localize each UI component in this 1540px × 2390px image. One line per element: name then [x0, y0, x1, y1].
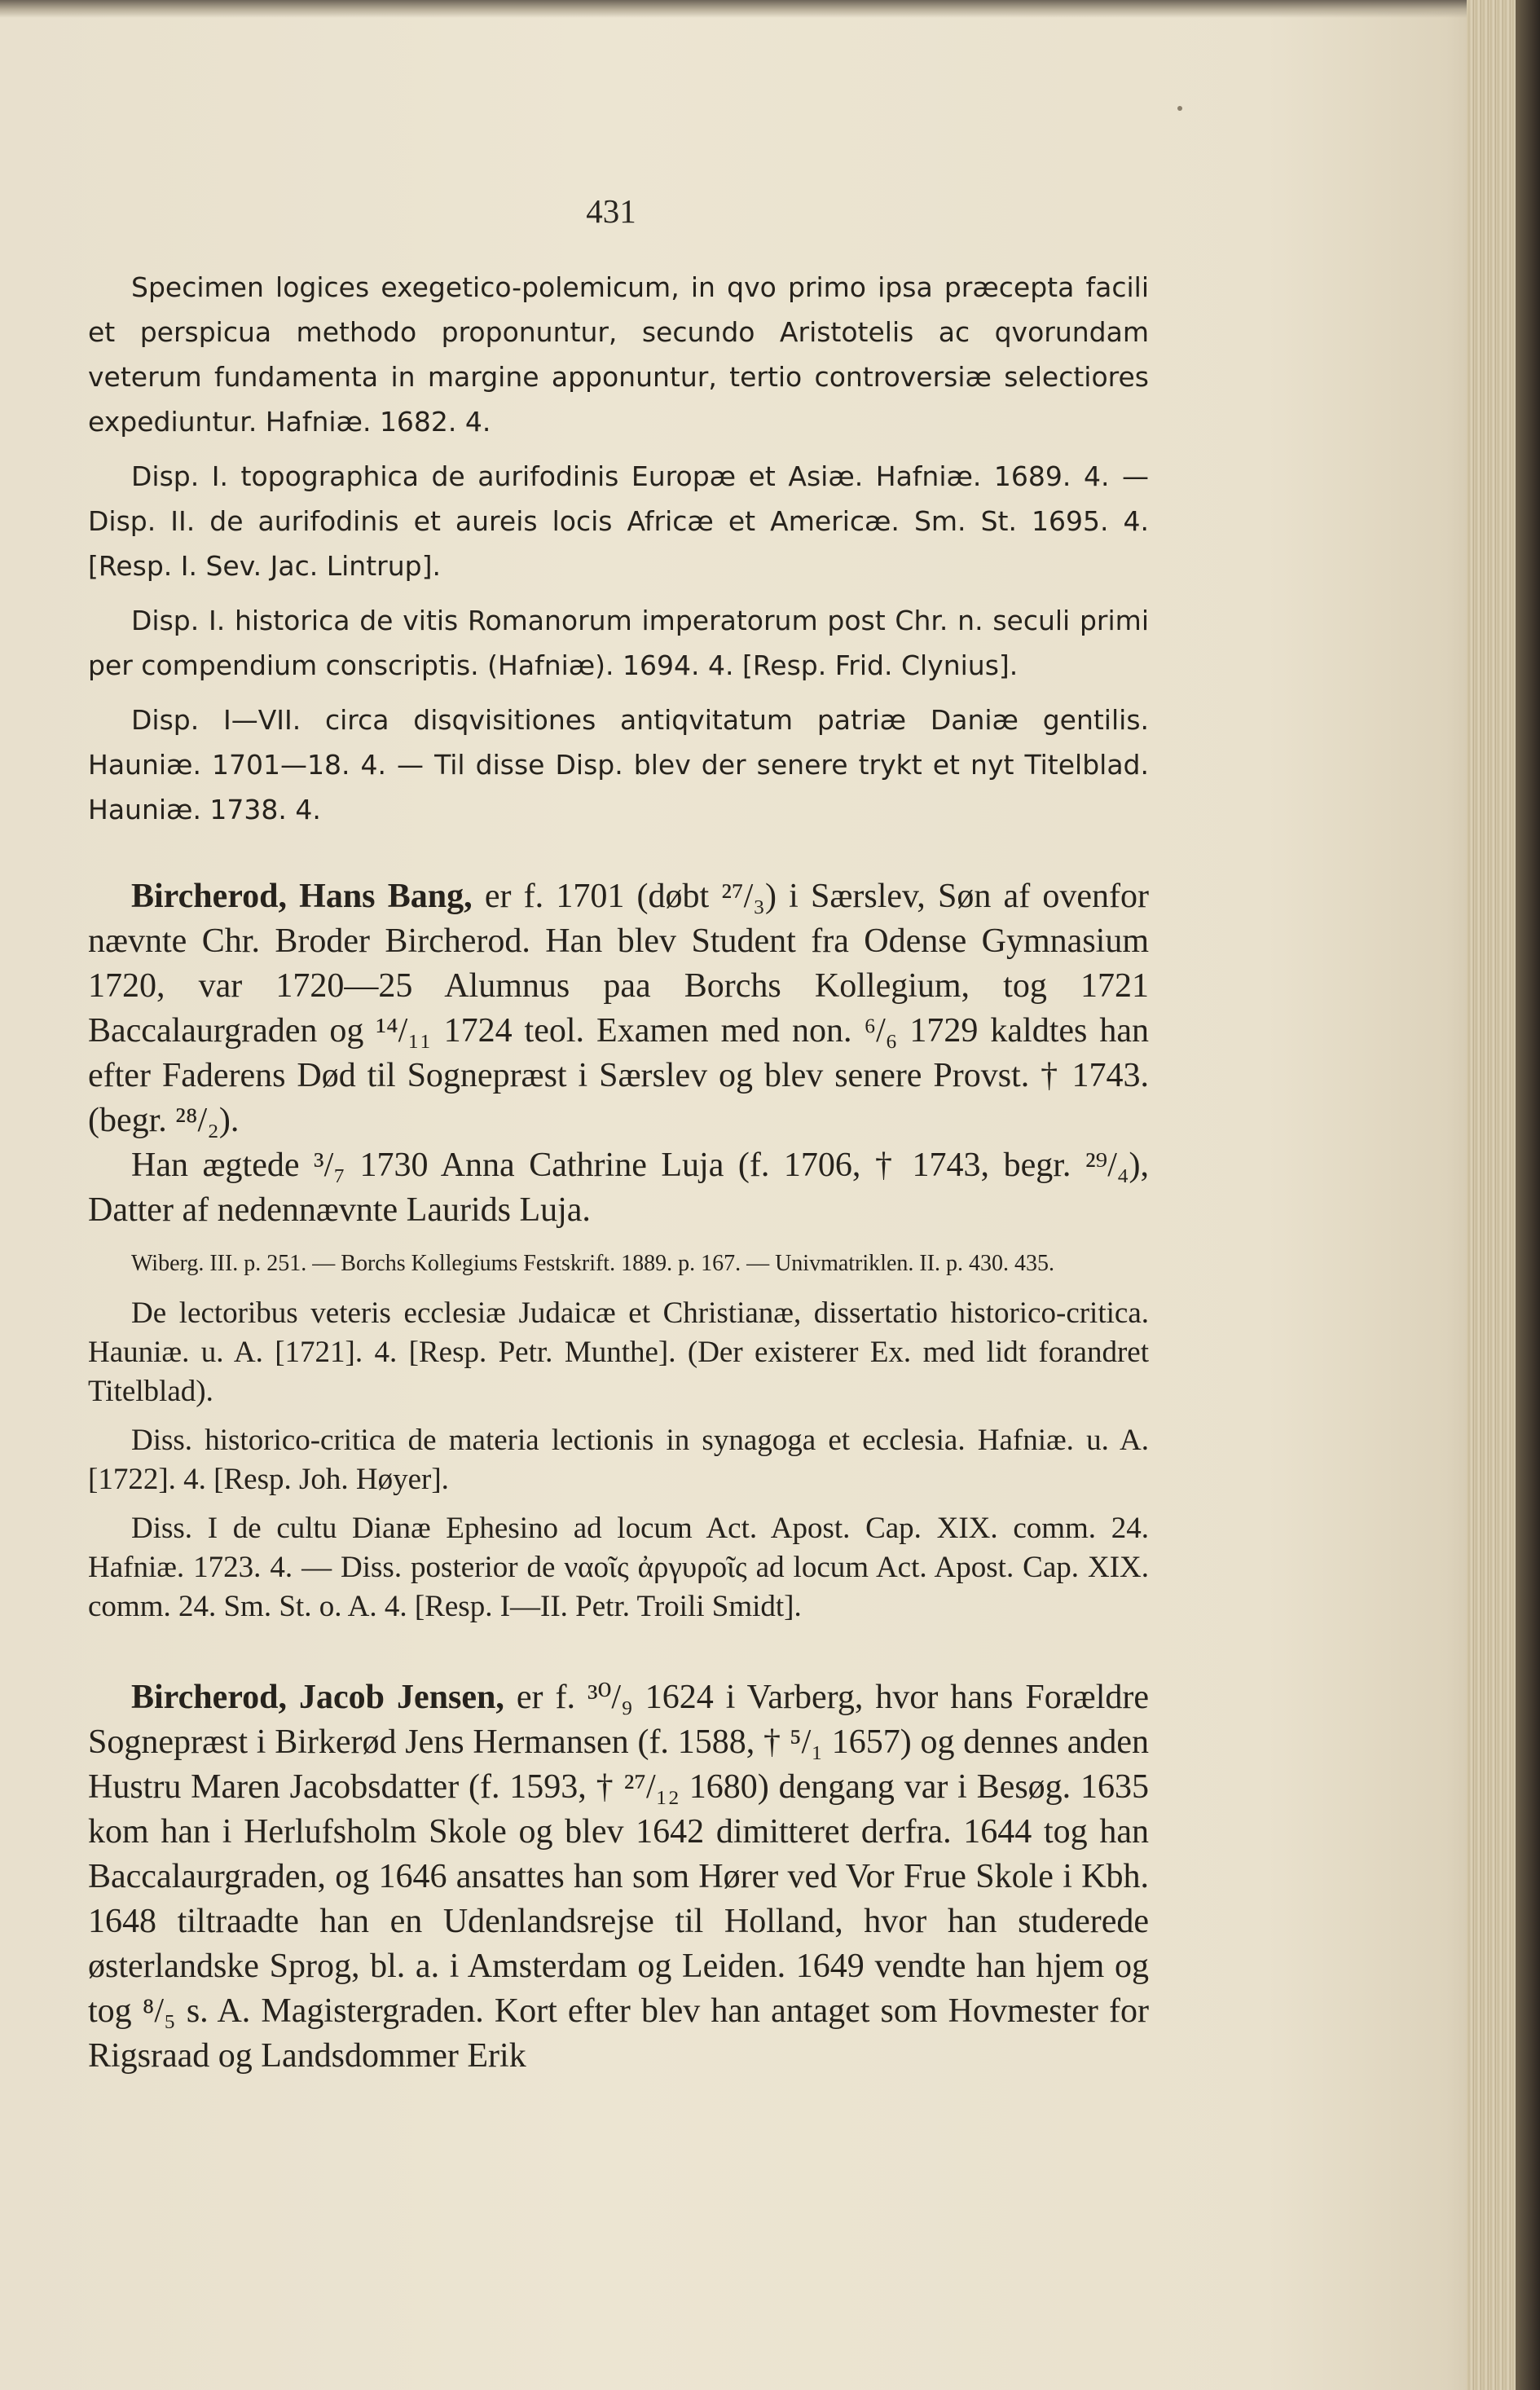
- page-top-shadow: [0, 0, 1491, 18]
- biography-hans-bang: [88, 874, 1149, 1143]
- page-number: 431: [586, 192, 636, 230]
- bibliography-entry: Diss. historico-critica de materia lectionis in synagoga et ecclesia. Hafniæ. u. A. [1722]. 4. [Resp. Joh. Høyer].: [88, 1424, 1149, 1496]
- person-name: Bircherod, Hans Bang,: [131, 878, 473, 915]
- source-references: Wiberg. III. p. 251. — Borchs Kollegiums Festskrift. 1889. p. 167. — Univmatriklen. II. p. 430. 435.: [131, 1251, 1055, 1276]
- biography-jacob-jensen: [88, 1675, 1149, 2079]
- bibliography-entry: Disp. I—VII. circa disqvisitiones antiqvitatum patriæ Daniæ gentilis. Hauniæ. 1701—18. 4. — Til disse Disp. blev der senere trykt et nyt Titelblad. Hauniæ. 1738. 4.: [88, 704, 1149, 825]
- biography-text: er f. 1701 (døbt ²⁷/₃) i Særslev, Søn af ovenfor nævnte Chr. Broder Bircherod. Han blev Student fra Odense Gymnasium 1720, var 1720—25 Alumnus paa Borchs Kollegium, tog 1721 Baccalaurgraden og ¹⁴/₁₁ 1724 teol. Examen med non. ⁶/₆ 1729 kaldtes han efter Faderens Død til Sognepræst i Særslev og blev senere Provst. † 1743. (begr. ²⁸/₂).: [88, 878, 1149, 1139]
- book-spine-shadow: [1516, 0, 1540, 2390]
- biography-marriage: Han ægtede ³/₇ 1730 Anna Cathrine Luja (f. 1706, † 1743, begr. ²⁹/₄), Datter af nedennævnte Laurids Luja.: [88, 1147, 1149, 1229]
- bibliography-entry: Disp. I. topographica de aurifodinis Europæ et Asiæ. Hafniæ. 1689. 4. — Disp. II. de aurifodinis et aureis locis Africæ et Americæ. Sm. St. 1695. 4. [Resp. I. Sev. Jac. Lintrup].: [88, 460, 1149, 582]
- paper-speck: [1177, 106, 1182, 111]
- biography-text: er f. ³⁰/₉ 1624 i Varberg, hvor hans Forældre Sognepræst i Birkerød Jens Hermansen (f. 1588, † ⁵/₁ 1657) og dennes anden Hustru Maren Jacobsdatter (f. 1593, † ²⁷/₁₂ 1680) dengang var i Besøg. 1635 kom han i Herlufsholm Skole og blev 1642 dimitteret derfra. 1644 tog han Baccalaurgraden, og 1646 ansattes han som Hører ved Vor Frue Skole i Kbh. 1648 tiltraadte han en Udenlandsrejse til Holland, hvor han studerede østerlandske Sprog, bl. a. i Amsterdam og Leiden. 1649 vendte han hjem og tog ⁸/₅ s. A. Magistergraden. Kort efter blev han antaget som Hovmester for Rigsraad og Landsdommer Erik: [88, 1679, 1149, 2075]
- bibliography-entry: De lectoribus veteris ecclesiæ Judaicæ et Christianæ, dissertatio historico-critica. Hauniæ. u. A. [1721]. 4. [Resp. Petr. Munthe]. (Der existerer Ex. med lidt forandret Titelblad).: [88, 1296, 1149, 1408]
- page-body: [88, 265, 1149, 2079]
- person-name: Bircherod, Jacob Jensen,: [131, 1679, 504, 1716]
- bibliography-entry: Disp. I. historica de vitis Romanorum imperatorum post Chr. n. seculi primi per compendium conscriptis. (Hafniæ). 1694. 4. [Resp. Frid. Clynius].: [88, 605, 1149, 681]
- bibliography-entry: Specimen logices exegetico-polemicum, in qvo primo ipsa præcepta facili et perspicua methodo proponuntur, secundo Aristotelis ac qvorundam veterum fundamenta in margine apponuntur, tertio controversiæ selectiores expediuntur. Hafniæ. 1682. 4.: [88, 271, 1149, 438]
- bibliography-entry: Diss. I de cultu Dianæ Ephesino ad locum Act. Apost. Cap. XIX. comm. 24. Hafniæ. 1723. 4. — Diss. posterior de ναοῖς ἀργυροῖς ad locum Act. Apost. Cap. XIX. comm. 24. Sm. St. o. A. 4. [Resp. I—II. Petr. Troili Smidt].: [88, 1512, 1149, 1623]
